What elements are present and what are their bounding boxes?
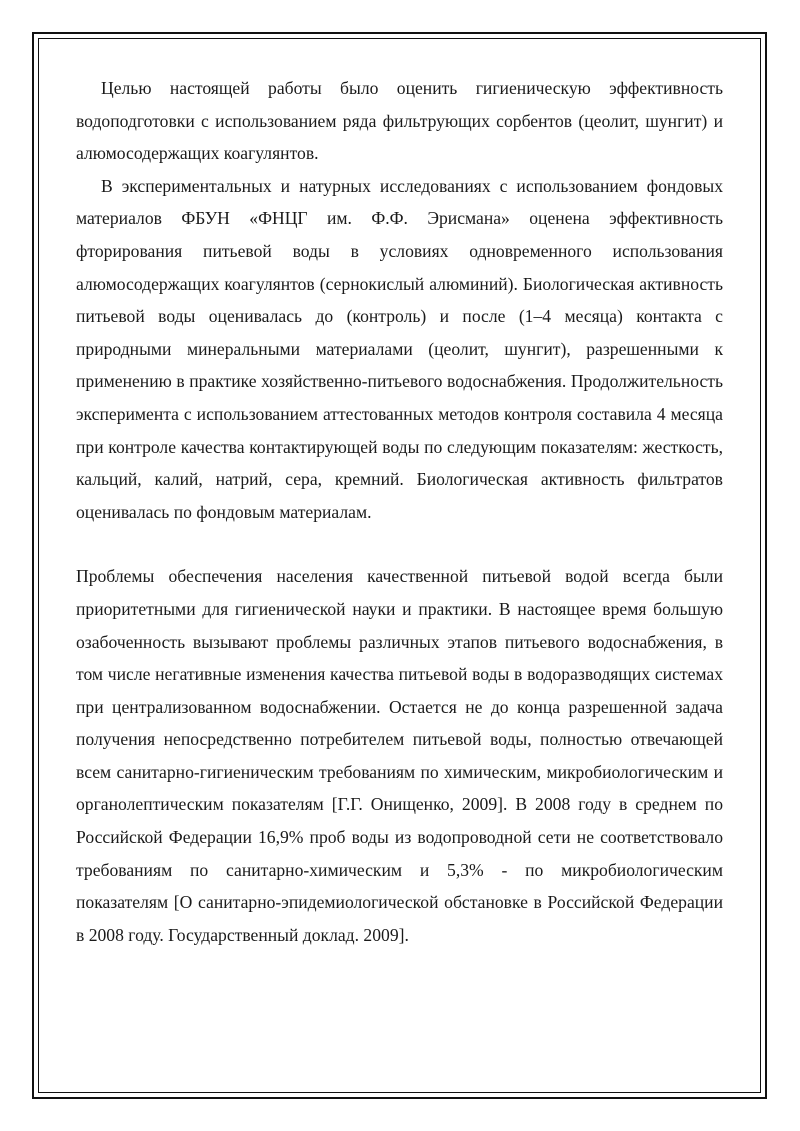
paragraph-methods: В экспериментальных и натурных исследованиях с использованием фондовых материалов ФБУН «ФНЦГ им. Ф.Ф. Эрисмана» оценена эффективность фторирования питьевой воды в условиях одновременного использования алюмосодержащих коагулянтов (сернокислый алюминий). Биологическая активность питьевой воды оценивалась до (контроль) и после (1–4 месяца) контакта с природными минеральными материалами (цеолит, шунгит), разрешенными к применению в практике хозяйственно-питьевого водоснабжения. Продолжительность эксперимента с использованием аттестованных методов контроля составила 4 месяца при контроле качества контактирующей воды по следующим показателям: жесткость, кальций, калий, натрий, сера, кремний. Биологическая активность фильтратов оценивалась по фондовым материалам. [76, 175, 723, 522]
paragraph-problems: Проблемы обеспечения населения качественной питьевой водой всегда были приоритетными для гигиенической науки и практики. В настоящее время большую озабоченность вызывают проблемы различных этапов питьевого водоснабжения, в том числе негативные изменения качества питьевой воды в водоразводящих системах при централизованном водоснабжении. Остается не до конца разрешенной задача получения непосредственно потребителем питьевой воды, полностью отвечающей всем санитарно-гигиеническим требованиям по химическим, микробиологическим и органолептическим показателям [Г.Г. Онищенко, 2009]. В 2008 году в среднем по Российской Федерации 16,9% проб воды из водопроводной сети не соответствовало требованиям по санитарно-химическим и 5,3% - по микробиологическим показателям [О санитарно-эпидемиологической обстановке в Российской Федерации в 2008 году. Государственный доклад. 2009]. [76, 566, 723, 945]
document-body [76, 72, 723, 951]
paragraph-spacer [76, 528, 723, 560]
paragraph-purpose: Целью настоящей работы было оценить гигиеническую эффективность водоподготовки с использованием ряда фильтрующих сорбентов (цеолит, шунгит) и алюмосодержащих коагулянтов. [76, 78, 723, 164]
